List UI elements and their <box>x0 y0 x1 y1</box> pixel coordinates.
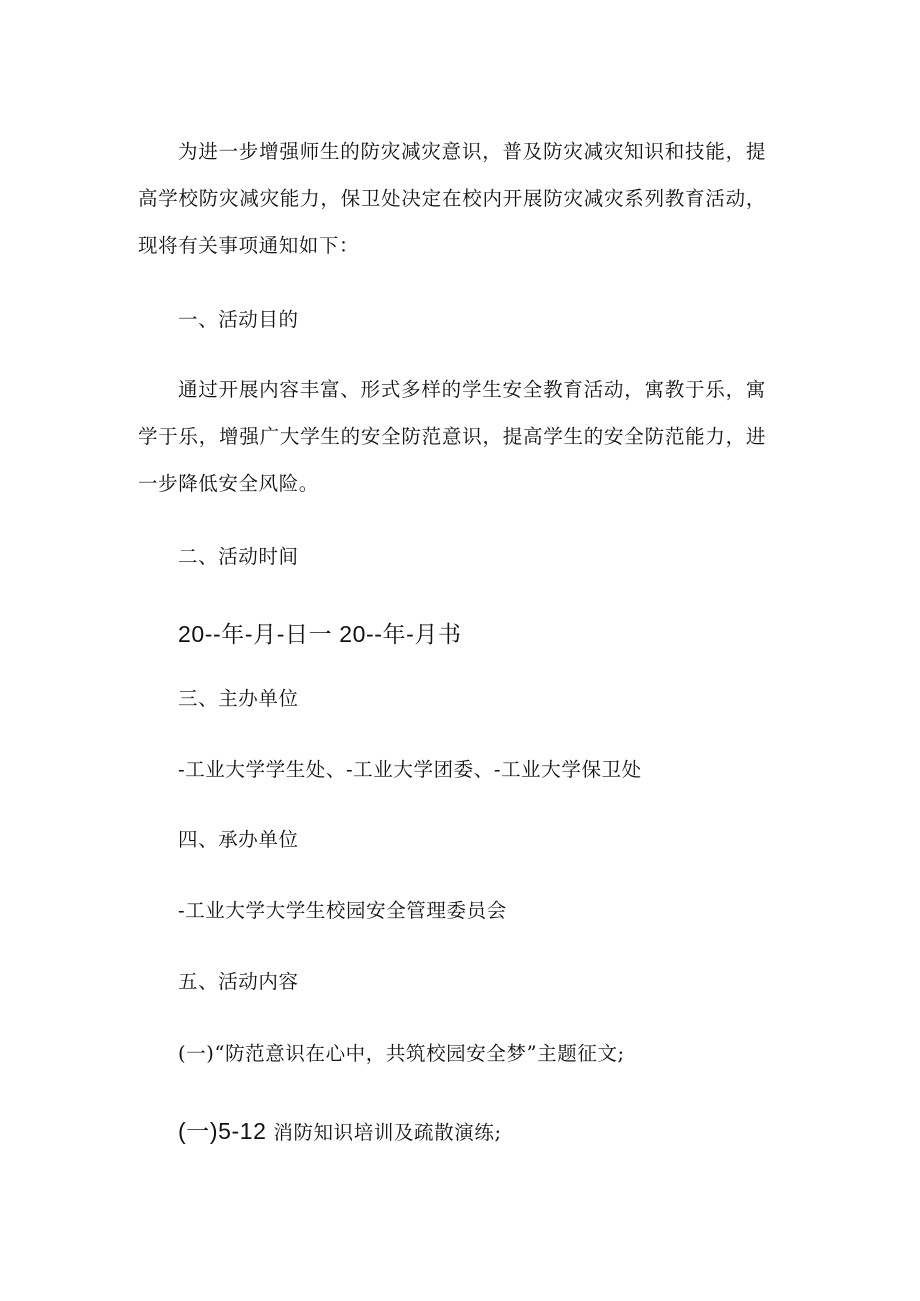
section-heading-organizer: 三、主办单位 <box>178 687 299 710</box>
section-heading-content: 五、活动内容 <box>178 970 299 993</box>
section-heading-undertaker: 四、承办单位 <box>178 828 299 851</box>
undertaker-name: -工业大学大学生校园安全管理委员会 <box>178 899 507 922</box>
organizer-list: -工业大学学生处、-工业大学团委、-工业大学保卫处 <box>178 758 642 781</box>
content-item-fire-drill <box>178 1116 502 1148</box>
activity-time-range: 20--年-月-日一 20--年-月书 <box>178 621 462 647</box>
content-item-number: (一)5-12 <box>178 1118 267 1144</box>
intro-paragraph: 为进一步增强师生的防灾减灾意识，普及防灾减灾知识和技能，提高学校防灾减灾能力，保卫处决定在校内开展防灾减灾系列教育活动，现将有关事项通知如下： <box>138 140 766 257</box>
section-heading-purpose: 一、活动目的 <box>178 308 299 331</box>
section-heading-time: 二、活动时间 <box>178 545 299 568</box>
purpose-paragraph: 通过开展内容丰富、形式多样的学生安全教育活动，寓教于乐，寓学于乐，增强广大学生的安全防范意识，提高学生的安全防范能力，进一步降低安全风险。 <box>138 378 766 495</box>
content-item-text: 消防知识培训及疏散演练; <box>266 1121 502 1144</box>
content-item-essay: (一)“防范意识在心中，共筑校园安全梦”主题征文; <box>178 1042 625 1065</box>
